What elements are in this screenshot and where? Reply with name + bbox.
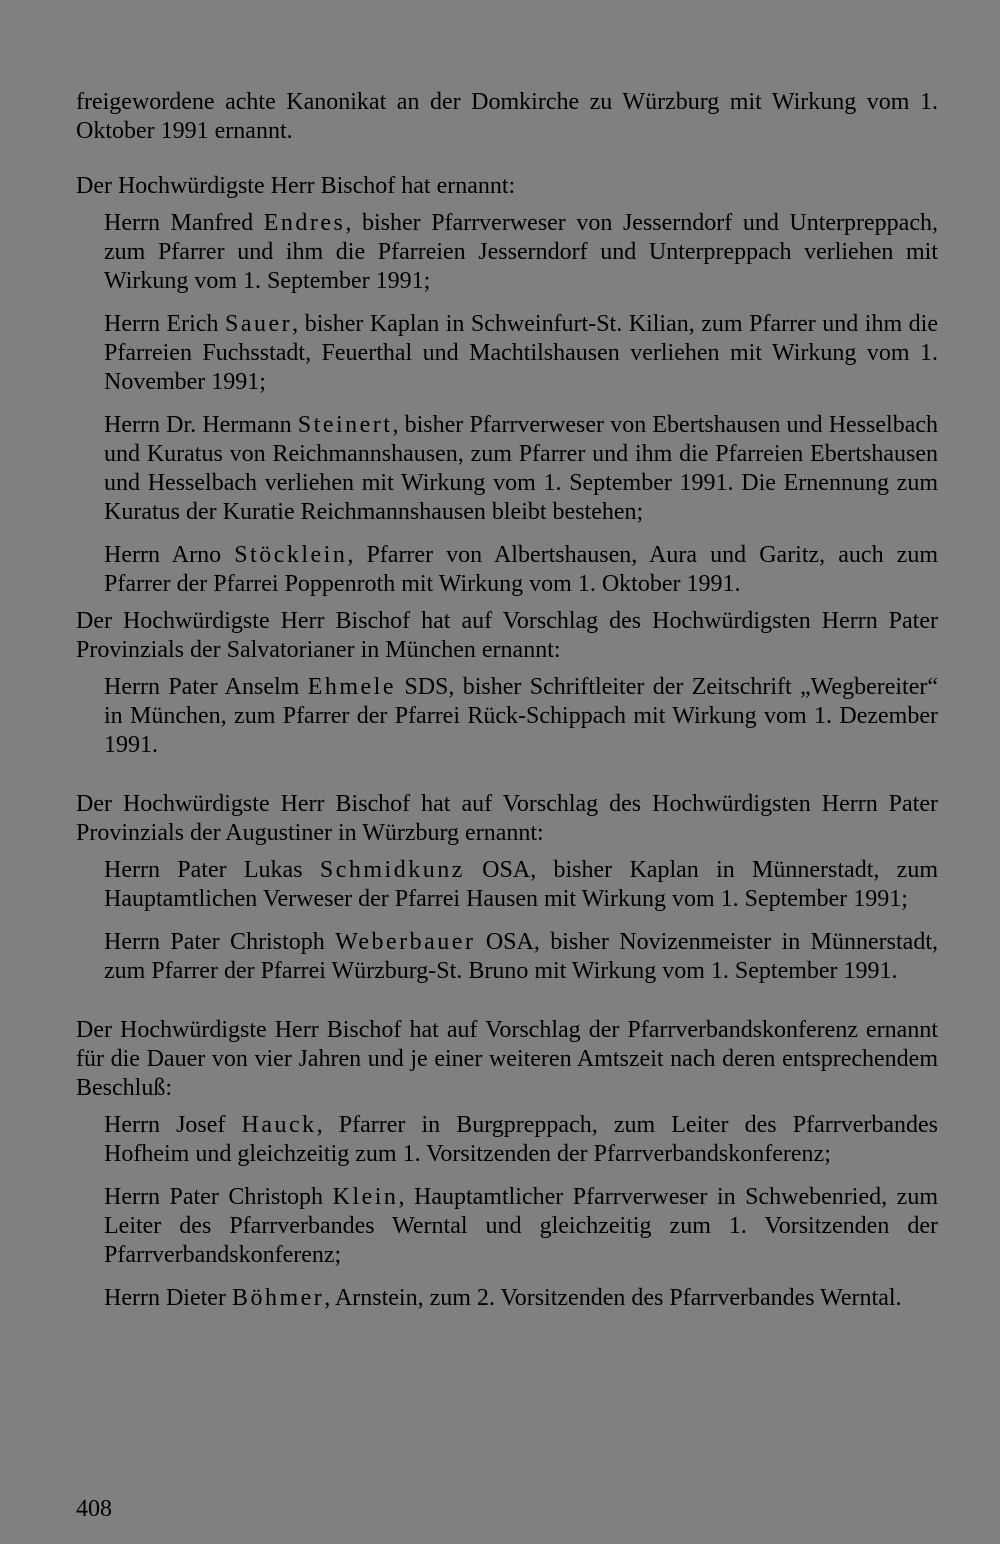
appointment-entry: Herrn Pater Anselm Ehmele SDS, bisher Schriftleiter der Zeitschrift „Wegbereiter“ in München, zum Pfarrer der Pfarrei Rück-Schippach mit Wirkung vom 1. Dezember 1991. xyxy=(104,674,938,758)
section-intro: Der Hochwürdigste Herr Bischof hat ernannt: xyxy=(76,173,516,199)
appointment-entry: Herrn Dieter Böhmer, Arnstein, zum 2. Vorsitzenden des Pfarrverbandes Werntal. xyxy=(104,1285,902,1311)
person-surname: Sauer xyxy=(225,311,293,337)
person-surname: Steinert xyxy=(297,412,393,438)
appointment-entry: Herrn Manfred Endres, bisher Pfarrverweser von Jesserndorf und Unterpreppach, zum Pfarrer und ihm die Pfarreien Jesserndorf und Unterpreppach verliehen mit Wirkung vom 1. September 1991; xyxy=(104,210,938,294)
section-salvatorians xyxy=(76,607,938,760)
section-intro: Der Hochwürdigste Herr Bischof hat auf Vorschlag des Hochwürdigsten Herrn Pater Provinzials der Augustiner in Würzburg ernannt: xyxy=(76,791,938,846)
person-surname: Böhmer xyxy=(231,1285,325,1311)
appointment-entry: Herrn Arno Stöcklein, Pfarrer von Albertshausen, Aura und Garitz, auch zum Pfarrer der Pfarrei Poppenroth mit Wirkung vom 1. Oktober 1991. xyxy=(104,542,939,597)
person-surname: Weberbauer xyxy=(335,929,476,955)
continuation-paragraph: freigewordene achte Kanonikat an der Domkirche zu Würzburg mit Wirkung vom 1. Oktober 1991 ernannt. xyxy=(76,89,938,144)
person-surname: Schmidkunz xyxy=(319,857,465,883)
page-number: 408 xyxy=(76,1496,112,1522)
section-parish-association xyxy=(76,1016,938,1313)
appointment-entry: Herrn Dr. Hermann Steinert, bisher Pfarrverweser von Ebertshausen und Hesselbach und Kuratus von Reichmannshausen, zum Pfarrer und ihm die Pfarreien Ebertshausen und Hesselbach verliehen mit Wirkung vom 1. September 1991. Die Ernennung zum Kuratus der Kuratie Reichmannshausen bleibt bestehen; xyxy=(104,412,938,525)
appointment-entry: Herrn Pater Christoph Klein, Hauptamtlicher Pfarrverweser in Schwebenried, zum Leiter des Pfarrverbandes Werntal und gleichzeitig zum 1. Vorsitzenden der Pfarrverbandskonferenz; xyxy=(104,1184,938,1268)
appointment-entry: Herrn Pater Christoph Weberbauer OSA, bisher Novizenmeister in Münnerstadt, zum Pfarrer der Pfarrei Würzburg-St. Bruno mit Wirkung vom 1. September 1991. xyxy=(104,929,938,984)
person-surname: Endres xyxy=(263,210,346,236)
appointment-entry: Herrn Josef Hauck, Pfarrer in Burgpreppach, zum Leiter des Pfarrverbandes Hofheim und gleichzeitig zum 1. Vorsitzenden der Pfarrverbandskonferenz; xyxy=(104,1112,938,1167)
section-intro: Der Hochwürdigste Herr Bischof hat auf Vorschlag des Hochwürdigsten Herrn Pater Provinzials der Salvatorianer in München ernannt: xyxy=(76,608,938,663)
section-augustinians xyxy=(76,790,938,986)
person-surname: Ehmele xyxy=(307,674,396,700)
person-surname: Klein xyxy=(332,1184,399,1210)
person-surname: Stöcklein xyxy=(234,542,348,568)
section-appointments xyxy=(76,172,938,599)
appointment-entry: Herrn Pater Lukas Schmidkunz OSA, bisher Kaplan in Münnerstadt, zum Hauptamtlichen Verweser der Pfarrei Hausen mit Wirkung vom 1. September 1991; xyxy=(104,857,938,912)
person-surname: Hauck xyxy=(241,1112,317,1138)
section-intro: Der Hochwürdigste Herr Bischof hat auf Vorschlag der Pfarrverbandskonferenz ernannt für die Dauer von vier Jahren und je einer weiteren Amtszeit nach deren entsprechendem Beschluß: xyxy=(76,1017,938,1101)
appointment-entry: Herrn Erich Sauer, bisher Kaplan in Schweinfurt-St. Kilian, zum Pfarrer und ihm die Pfarreien Fuchsstadt, Feuerthal und Machtilshausen verliehen mit Wirkung vom 1. November 1991; xyxy=(104,311,938,395)
